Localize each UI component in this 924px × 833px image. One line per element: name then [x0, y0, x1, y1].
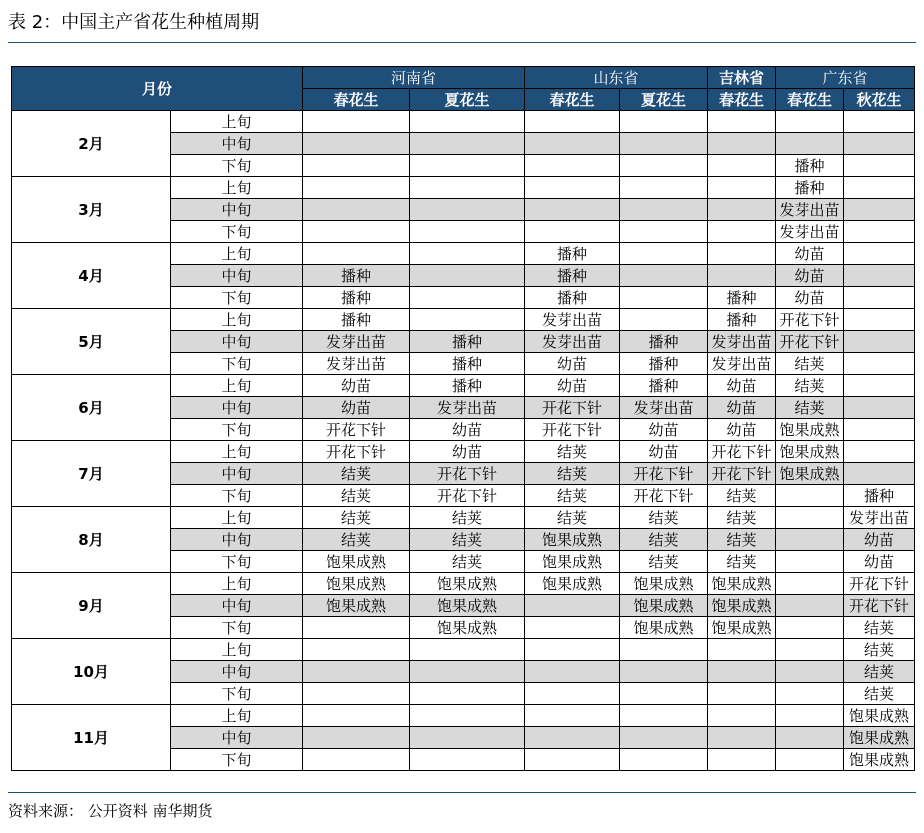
stage-cell: 饱果成熟: [525, 551, 620, 573]
stage-cell: 开花下针: [525, 397, 620, 419]
stage-cell: [844, 375, 915, 397]
stage-cell: 发芽出苗: [776, 199, 844, 221]
stage-cell: [708, 749, 776, 771]
stage-cell: [776, 727, 844, 749]
stage-cell: [620, 727, 708, 749]
stage-cell: [410, 265, 525, 287]
stage-cell: [410, 243, 525, 265]
period-label: 中旬: [171, 331, 303, 353]
stage-cell: [776, 749, 844, 771]
stage-cell: 结荚: [620, 507, 708, 529]
stage-cell: [708, 155, 776, 177]
stage-cell: 结荚: [525, 463, 620, 485]
stage-cell: [620, 243, 708, 265]
period-label: 下旬: [171, 353, 303, 375]
table-row: [12, 309, 915, 331]
crop-header: 春花生: [776, 89, 844, 111]
stage-cell: [525, 177, 620, 199]
period-label: 下旬: [171, 485, 303, 507]
stage-cell: [844, 199, 915, 221]
stage-cell: [776, 551, 844, 573]
stage-cell: 饱果成熟: [844, 705, 915, 727]
stage-cell: [708, 111, 776, 133]
stage-cell: [844, 221, 915, 243]
month-column-header: 月份: [12, 67, 303, 111]
stage-cell: 发芽出苗: [620, 397, 708, 419]
period-label: 下旬: [171, 683, 303, 705]
stage-cell: [620, 221, 708, 243]
stage-cell: [410, 199, 525, 221]
stage-cell: [776, 485, 844, 507]
table-row: [12, 375, 915, 397]
crop-header: 秋花生: [844, 89, 915, 111]
stage-cell: 结荚: [525, 485, 620, 507]
stage-cell: 饱果成熟: [844, 749, 915, 771]
period-label: 上旬: [171, 309, 303, 331]
stage-cell: [776, 617, 844, 639]
period-label: 中旬: [171, 463, 303, 485]
stage-cell: 幼苗: [776, 243, 844, 265]
source-divider: [8, 792, 916, 793]
stage-cell: [410, 221, 525, 243]
stage-cell: [844, 265, 915, 287]
stage-cell: [303, 111, 410, 133]
stage-cell: 播种: [525, 265, 620, 287]
stage-cell: 结荚: [410, 507, 525, 529]
period-label: 下旬: [171, 287, 303, 309]
stage-cell: [844, 287, 915, 309]
stage-cell: 幼苗: [303, 397, 410, 419]
period-label: 中旬: [171, 727, 303, 749]
table-row: [12, 507, 915, 529]
stage-cell: [844, 331, 915, 353]
stage-cell: 幼苗: [844, 529, 915, 551]
stage-cell: [303, 221, 410, 243]
stage-cell: 结荚: [844, 639, 915, 661]
period-label: 上旬: [171, 705, 303, 727]
stage-cell: [303, 133, 410, 155]
period-label: 上旬: [171, 507, 303, 529]
stage-cell: [844, 463, 915, 485]
stage-cell: 饱果成熟: [410, 595, 525, 617]
title-divider: [8, 42, 916, 43]
stage-cell: 发芽出苗: [410, 397, 525, 419]
stage-cell: 开花下针: [708, 441, 776, 463]
stage-cell: [708, 661, 776, 683]
stage-cell: 发芽出苗: [708, 353, 776, 375]
stage-cell: 结荚: [410, 529, 525, 551]
stage-cell: [776, 573, 844, 595]
stage-cell: 结荚: [620, 529, 708, 551]
stage-cell: [708, 705, 776, 727]
period-label: 下旬: [171, 551, 303, 573]
stage-cell: 饱果成熟: [410, 573, 525, 595]
stage-cell: [410, 705, 525, 727]
stage-cell: 播种: [410, 375, 525, 397]
stage-cell: 发芽出苗: [303, 331, 410, 353]
stage-cell: [525, 199, 620, 221]
stage-cell: 发芽出苗: [525, 309, 620, 331]
stage-cell: 播种: [525, 287, 620, 309]
stage-cell: [620, 265, 708, 287]
stage-cell: [708, 199, 776, 221]
stage-cell: 播种: [620, 353, 708, 375]
stage-cell: [525, 683, 620, 705]
table-row: [12, 177, 915, 199]
stage-cell: 幼苗: [620, 419, 708, 441]
stage-cell: [844, 397, 915, 419]
stage-cell: 结荚: [303, 529, 410, 551]
stage-cell: [708, 727, 776, 749]
stage-cell: 幼苗: [303, 375, 410, 397]
stage-cell: 开花下针: [303, 419, 410, 441]
stage-cell: 幼苗: [708, 397, 776, 419]
crop-header: 春花生: [525, 89, 620, 111]
stage-cell: 幼苗: [410, 419, 525, 441]
stage-cell: 饱果成熟: [303, 551, 410, 573]
stage-cell: 结荚: [708, 485, 776, 507]
stage-cell: 播种: [708, 309, 776, 331]
stage-cell: [303, 727, 410, 749]
stage-cell: [525, 221, 620, 243]
stage-cell: [776, 639, 844, 661]
crop-header: 夏花生: [620, 89, 708, 111]
table-body: [12, 111, 915, 771]
stage-cell: 发芽出苗: [525, 331, 620, 353]
stage-cell: 播种: [776, 155, 844, 177]
stage-cell: [708, 683, 776, 705]
table-row: [12, 243, 915, 265]
source-note: 资料来源： 公开资料 南华期货: [8, 802, 213, 820]
stage-cell: [525, 133, 620, 155]
stage-cell: [303, 683, 410, 705]
stage-cell: 饱果成熟: [525, 529, 620, 551]
stage-cell: [303, 155, 410, 177]
stage-cell: [303, 177, 410, 199]
period-label: 下旬: [171, 749, 303, 771]
stage-cell: 饱果成熟: [776, 463, 844, 485]
stage-cell: 结荚: [776, 353, 844, 375]
stage-cell: [620, 111, 708, 133]
period-label: 上旬: [171, 573, 303, 595]
stage-cell: 饱果成熟: [620, 595, 708, 617]
stage-cell: [776, 595, 844, 617]
stage-cell: 饱果成熟: [620, 573, 708, 595]
stage-cell: [844, 155, 915, 177]
stage-cell: [620, 287, 708, 309]
stage-cell: [844, 177, 915, 199]
stage-cell: [620, 749, 708, 771]
month-label: 6月: [12, 375, 171, 441]
stage-cell: 发芽出苗: [303, 353, 410, 375]
stage-cell: [303, 639, 410, 661]
stage-cell: [620, 639, 708, 661]
stage-cell: [620, 309, 708, 331]
table-row: [12, 639, 915, 661]
stage-cell: [620, 683, 708, 705]
stage-cell: [708, 177, 776, 199]
period-label: 下旬: [171, 419, 303, 441]
stage-cell: [525, 595, 620, 617]
period-label: 上旬: [171, 243, 303, 265]
stage-cell: 幼苗: [410, 441, 525, 463]
stage-cell: 结荚: [303, 463, 410, 485]
month-label: 11月: [12, 705, 171, 771]
stage-cell: [620, 133, 708, 155]
stage-cell: 开花下针: [844, 595, 915, 617]
period-label: 下旬: [171, 617, 303, 639]
stage-cell: [776, 111, 844, 133]
crop-header: 春花生: [708, 89, 776, 111]
stage-cell: 结荚: [525, 507, 620, 529]
stage-cell: 播种: [410, 353, 525, 375]
stage-cell: 开花下针: [620, 463, 708, 485]
stage-cell: [620, 661, 708, 683]
stage-cell: [410, 287, 525, 309]
stage-cell: [776, 507, 844, 529]
planting-cycle-table: [11, 66, 915, 771]
stage-cell: 开花下针: [708, 463, 776, 485]
stage-cell: [708, 221, 776, 243]
table-row: [12, 573, 915, 595]
stage-cell: [776, 133, 844, 155]
stage-cell: [410, 111, 525, 133]
province-header: 广东省: [776, 67, 915, 89]
stage-cell: [708, 265, 776, 287]
stage-cell: [776, 529, 844, 551]
table-row: [12, 111, 915, 133]
stage-cell: [708, 639, 776, 661]
stage-cell: 开花下针: [410, 485, 525, 507]
stage-cell: 结荚: [708, 507, 776, 529]
stage-cell: [620, 155, 708, 177]
stage-cell: [620, 177, 708, 199]
stage-cell: [303, 617, 410, 639]
stage-cell: 结荚: [844, 617, 915, 639]
stage-cell: 结荚: [708, 529, 776, 551]
period-label: 上旬: [171, 441, 303, 463]
table-header: [12, 67, 915, 111]
stage-cell: [410, 133, 525, 155]
stage-cell: [410, 749, 525, 771]
period-label: 上旬: [171, 177, 303, 199]
stage-cell: [708, 243, 776, 265]
stage-cell: 播种: [525, 243, 620, 265]
stage-cell: 播种: [303, 309, 410, 331]
stage-cell: [410, 309, 525, 331]
stage-cell: 结荚: [776, 375, 844, 397]
stage-cell: 结荚: [410, 551, 525, 573]
stage-cell: 播种: [620, 331, 708, 353]
period-label: 上旬: [171, 375, 303, 397]
stage-cell: 结荚: [525, 441, 620, 463]
stage-cell: 开花下针: [525, 419, 620, 441]
month-label: 2月: [12, 111, 171, 177]
stage-cell: 幼苗: [708, 419, 776, 441]
stage-cell: 开花下针: [776, 331, 844, 353]
stage-cell: 播种: [303, 265, 410, 287]
crop-header: 夏花生: [410, 89, 525, 111]
stage-cell: 开花下针: [620, 485, 708, 507]
stage-cell: [844, 441, 915, 463]
stage-cell: 结荚: [776, 397, 844, 419]
stage-cell: 饱果成熟: [410, 617, 525, 639]
stage-cell: 结荚: [303, 485, 410, 507]
stage-cell: [844, 419, 915, 441]
stage-cell: 播种: [410, 331, 525, 353]
period-label: 中旬: [171, 199, 303, 221]
stage-cell: 播种: [620, 375, 708, 397]
stage-cell: [620, 199, 708, 221]
province-header: 河南省: [303, 67, 525, 89]
stage-cell: 结荚: [844, 683, 915, 705]
stage-cell: [410, 639, 525, 661]
stage-cell: [303, 749, 410, 771]
stage-cell: 饱果成熟: [708, 617, 776, 639]
month-label: 4月: [12, 243, 171, 309]
stage-cell: 发芽出苗: [776, 221, 844, 243]
stage-cell: 饱果成熟: [776, 441, 844, 463]
stage-cell: [525, 155, 620, 177]
month-label: 9月: [12, 573, 171, 639]
stage-cell: [525, 111, 620, 133]
stage-cell: [844, 111, 915, 133]
month-label: 7月: [12, 441, 171, 507]
period-label: 上旬: [171, 639, 303, 661]
period-label: 上旬: [171, 111, 303, 133]
stage-cell: 饱果成熟: [525, 573, 620, 595]
period-label: 中旬: [171, 529, 303, 551]
table-row: [12, 441, 915, 463]
stage-cell: 幼苗: [525, 353, 620, 375]
stage-cell: [410, 683, 525, 705]
stage-cell: [525, 727, 620, 749]
period-label: 中旬: [171, 595, 303, 617]
stage-cell: [303, 661, 410, 683]
stage-cell: [303, 199, 410, 221]
stage-cell: 结荚: [708, 551, 776, 573]
stage-cell: 开花下针: [303, 441, 410, 463]
province-header: 山东省: [525, 67, 708, 89]
stage-cell: 饱果成熟: [708, 573, 776, 595]
period-label: 下旬: [171, 155, 303, 177]
stage-cell: 幼苗: [776, 287, 844, 309]
stage-cell: [620, 705, 708, 727]
stage-cell: 饱果成熟: [303, 573, 410, 595]
stage-cell: [776, 661, 844, 683]
stage-cell: [410, 155, 525, 177]
stage-cell: [708, 133, 776, 155]
stage-cell: 开花下针: [776, 309, 844, 331]
stage-cell: 发芽出苗: [844, 507, 915, 529]
stage-cell: [844, 133, 915, 155]
stage-cell: 开花下针: [844, 573, 915, 595]
province-header-row: [12, 67, 915, 89]
stage-cell: [303, 705, 410, 727]
stage-cell: 饱果成熟: [844, 727, 915, 749]
stage-cell: [410, 727, 525, 749]
month-label: 3月: [12, 177, 171, 243]
stage-cell: [410, 661, 525, 683]
stage-cell: 结荚: [844, 661, 915, 683]
stage-cell: 饱果成熟: [620, 617, 708, 639]
stage-cell: [776, 683, 844, 705]
stage-cell: 饱果成熟: [776, 419, 844, 441]
stage-cell: [844, 243, 915, 265]
month-label: 8月: [12, 507, 171, 573]
stage-cell: [844, 353, 915, 375]
stage-cell: 播种: [708, 287, 776, 309]
stage-cell: [525, 749, 620, 771]
stage-cell: 幼苗: [844, 551, 915, 573]
crop-header: 春花生: [303, 89, 410, 111]
period-label: 中旬: [171, 265, 303, 287]
stage-cell: 结荚: [303, 507, 410, 529]
stage-cell: [410, 177, 525, 199]
stage-cell: [525, 639, 620, 661]
stage-cell: [844, 309, 915, 331]
stage-cell: 饱果成熟: [303, 595, 410, 617]
stage-cell: [525, 661, 620, 683]
period-label: 中旬: [171, 397, 303, 419]
stage-cell: 饱果成熟: [708, 595, 776, 617]
stage-cell: 幼苗: [708, 375, 776, 397]
stage-cell: [776, 705, 844, 727]
stage-cell: 发芽出苗: [708, 331, 776, 353]
stage-cell: 播种: [303, 287, 410, 309]
stage-cell: 幼苗: [776, 265, 844, 287]
month-label: 5月: [12, 309, 171, 375]
table-title: 表 2：中国主产省花生种植周期: [8, 12, 260, 33]
stage-cell: 开花下针: [410, 463, 525, 485]
period-label: 下旬: [171, 221, 303, 243]
month-label: 10月: [12, 639, 171, 705]
stage-cell: 播种: [776, 177, 844, 199]
stage-cell: [303, 243, 410, 265]
stage-cell: [525, 617, 620, 639]
stage-cell: 幼苗: [525, 375, 620, 397]
province-header: 吉林省: [708, 67, 776, 89]
stage-cell: [525, 705, 620, 727]
stage-cell: 结荚: [620, 551, 708, 573]
period-label: 中旬: [171, 133, 303, 155]
stage-cell: 播种: [844, 485, 915, 507]
table-row: [12, 705, 915, 727]
period-label: 中旬: [171, 661, 303, 683]
stage-cell: 幼苗: [620, 441, 708, 463]
